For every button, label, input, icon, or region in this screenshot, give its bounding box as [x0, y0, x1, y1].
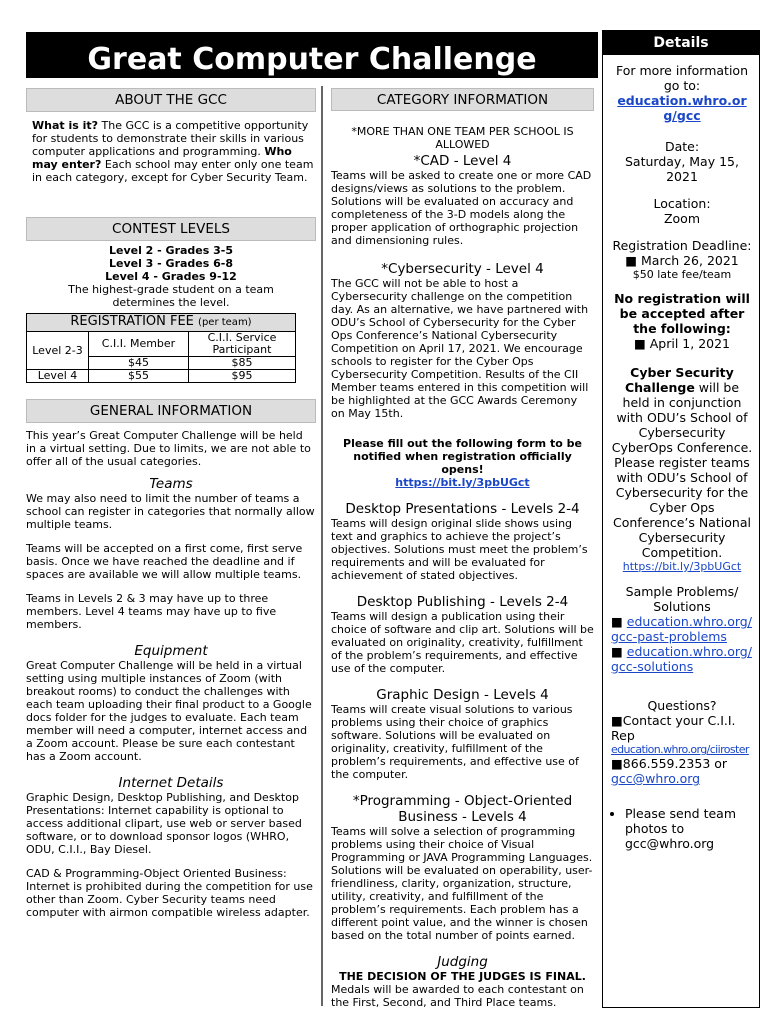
- location-label: Location:: [653, 196, 711, 211]
- late-fee: $50 late fee/team: [632, 268, 732, 281]
- judging-bold: THE DECISION OF THE JUDGES IS FINAL.: [339, 970, 586, 983]
- what-text: The GCC is a competitive opportunity for students to demonstrate their skills in various computer applications and programming.: [32, 119, 309, 158]
- more-info: For more information go to:: [615, 63, 748, 93]
- date-value: Saturday, May 15, 2021: [625, 154, 739, 184]
- fee-level-cell: Level 2-3: [27, 332, 89, 370]
- level-3: Level 3 - Grades 6-8: [108, 257, 234, 270]
- fee-cell: $85: [189, 357, 296, 370]
- roster-link[interactable]: education.whro.org/ciiroster: [611, 743, 749, 756]
- left-column: [26, 86, 316, 1006]
- questions-label: Questions?: [647, 698, 717, 713]
- teams-p1: We may also need to limit the number of teams a school can register in categories that normally allow multiple teams.: [26, 492, 315, 531]
- more-info-link[interactable]: education.whro.org/gcc: [617, 93, 747, 123]
- reg-deadline-value: ■ March 26, 2021: [625, 253, 739, 268]
- no-registration: No registration will be accepted after the following:: [614, 291, 750, 336]
- sample-label: Sample Problems/ Solutions: [625, 584, 739, 614]
- column-divider: [321, 86, 323, 1006]
- teams-p3: Teams in Levels 2 & 3 may have up to three members. Level 4 teams may have up to five members.: [26, 592, 277, 631]
- judging-text: Medals will be awarded to each contestant on the First, Second, and Third Place teams.: [331, 983, 584, 1009]
- cyber-info: Cyber Security Challenge will be held in conjunction with ODU’s School of Cybersecurity CyberOps Conference. Please register teams with ODU’s School of Cybersecurity for the Cyber Ops Conference’s National Cybersecurity Competition.: [611, 365, 753, 560]
- photo-list: [625, 806, 753, 851]
- internet-p1: Graphic Design, Desktop Publishing, and Desktop Presentations: Internet capability is optional to access additional clipart, use web or server based software, or to download sponsor logos (WHRO, ODU, C.I.I., Bay Diesel.: [26, 791, 302, 856]
- sample-link-1[interactable]: ■ education.whro.org/gcc-past-problems: [611, 614, 752, 644]
- general-heading: GENERAL INFORMATION: [26, 399, 316, 423]
- middle-column: [331, 86, 594, 1009]
- internet-p2: CAD & Programming-Object Oriented Business: Internet is prohibited during the competition for use other than Zoom. Cyber Security teams need computer with airmon compatible wireless adapter.: [26, 867, 313, 919]
- general-intro: This year’s Great Computer Challenge will be held in a virtual setting. Due to limits, we are not able to offer all of the usual categories.: [26, 429, 311, 468]
- equipment-heading: Equipment: [134, 643, 208, 659]
- location-value: Zoom: [663, 211, 701, 226]
- contact-rep: ■Contact your C.I.I. Rep: [611, 713, 736, 743]
- category-heading: CATEGORY INFORMATION: [331, 88, 594, 111]
- contest-heading: CONTEST LEVELS: [26, 217, 316, 241]
- cyber-text: The GCC will not be able to host a Cybersecurity challenge on the competition day. As an alternative, we have partnered with ODU’s School of Cybersecurity for the Cyber Ops Conference’s National Cybersecurity Competition on April 17, 2021. We encourage schools to register for the Cyber Ops Cybersecurity Competition. Results of the CII Member teams entered in this competition will be highlighted at the GCC Awards Ceremony on May 15th.: [331, 277, 589, 420]
- level-4: Level 4 - Grades 9-12: [105, 270, 237, 283]
- presentations-heading: Desktop Presentations - Levels 2-4: [345, 501, 580, 517]
- sample-link-2[interactable]: ■ education.whro.org/gcc-solutions: [611, 644, 752, 674]
- reg-deadline-label: Registration Deadline:: [612, 238, 752, 253]
- fee-col-member: C.I.I. Member: [89, 332, 189, 357]
- category-note: *MORE THAN ONE TEAM PER SCHOOL IS ALLOWED: [351, 125, 574, 151]
- cad-text: Teams will be asked to create one or more CAD designs/views as solutions to the problem. Solutions will be evaluated on accuracy and completeness of the 3-D models along the proper application of orthographic projection and dimensioning rules.: [331, 169, 592, 247]
- email-link[interactable]: gcc@whro.org: [611, 771, 701, 786]
- fee-cell: $55: [89, 370, 189, 383]
- about-heading: ABOUT THE GCC: [26, 88, 316, 112]
- cyber-heading: *Cybersecurity - Level 4: [381, 261, 544, 277]
- who-text: Each school may enter only one team in each category, except for Cyber Security Team.: [32, 158, 314, 184]
- internet-heading: Internet Details: [118, 775, 224, 791]
- fee-level-cell: Level 4: [27, 370, 89, 383]
- programming-heading: *Programming - Object-Oriented Business - Levels 4: [352, 793, 573, 825]
- send-photos: • Please send team photos to gcc@whro.org: [625, 806, 753, 851]
- graphic-heading: Graphic Design - Levels 4: [376, 687, 549, 703]
- judging-heading: Judging: [437, 954, 488, 970]
- programming-text: Teams will solve a selection of programming problems using their choice of Visual Programming or JAVA Programming Languages. Solutions will be evaluated on operability, user-friendliness, clarity, organization, structure, utility, creativity, and fulfillment of the problem’s requirements. Each problem has a different point value, and the winner is chosen based on the total number of points earned.: [331, 825, 593, 942]
- form-note: Please fill out the following form to be notified when registration officially opens!: [343, 437, 582, 476]
- equipment-p: Great Computer Challenge will be held in a virtual setting using multiple instances of Zoom (with breakout rooms) to conduct the challenges with each team uploading their final product to a Google docs folder for the judges to evaluate. Each team member will need a computer, internet access and a Zoom account. Please be sure each contestant has a Zoom account.: [26, 659, 312, 763]
- presentations-text: Teams will design original slide shows using text and graphics to achieve the project’s objectives. Solutions must meet the problem’s requirements and will be evaluated for achievement of stated objectives.: [331, 517, 588, 582]
- level-note: The highest-grade student on a team determines the level.: [68, 283, 274, 309]
- teams-heading: Teams: [149, 476, 193, 492]
- cad-heading: *CAD - Level 4: [413, 153, 512, 169]
- publishing-text: Teams will design a publication using their choice of software and clip art. Solutions will be evaluated on originality, creativity, fulfillment of the problem’s requirements, and effective use of the computer.: [331, 610, 594, 675]
- graphic-text: Teams will create visual solutions to various problems using their choice of graphics software. Solutions will be evaluated on originality, creativity, fulfillment of the problem’s requirements, and effective use of the computer.: [331, 703, 579, 781]
- publishing-heading: Desktop Publishing - Levels 2-4: [356, 594, 569, 610]
- fee-cell: $95: [189, 370, 296, 383]
- who-label: Who may enter?: [32, 145, 292, 171]
- form-link[interactable]: https://bit.ly/3pbUGct: [395, 476, 530, 489]
- teams-p2: Teams will be accepted on a first come, first serve basis. Once we have reached the deadline and if spaces are available we will allow multiple teams.: [26, 542, 303, 581]
- cyber-link[interactable]: https://bit.ly/3pbUGct: [622, 560, 742, 573]
- details-heading: Details: [603, 31, 759, 55]
- fee-table: [26, 313, 296, 383]
- no-registration-date: ■ April 1, 2021: [633, 336, 731, 351]
- fee-cell: $45: [89, 357, 189, 370]
- page-title: Great Computer Challenge: [87, 42, 537, 77]
- what-label: What is it?: [32, 119, 99, 132]
- date-label: Date:: [664, 139, 700, 154]
- fee-col-service: C.I.I. Service Participant: [189, 332, 296, 357]
- fee-heading: REGISTRATION FEE (per team): [27, 314, 296, 332]
- details-sidebar: [602, 30, 760, 1008]
- about-text: [26, 119, 316, 191]
- level-2: Level 2 - Grades 3-5: [108, 244, 234, 257]
- phone: ■866.559.2353 or: [611, 756, 728, 771]
